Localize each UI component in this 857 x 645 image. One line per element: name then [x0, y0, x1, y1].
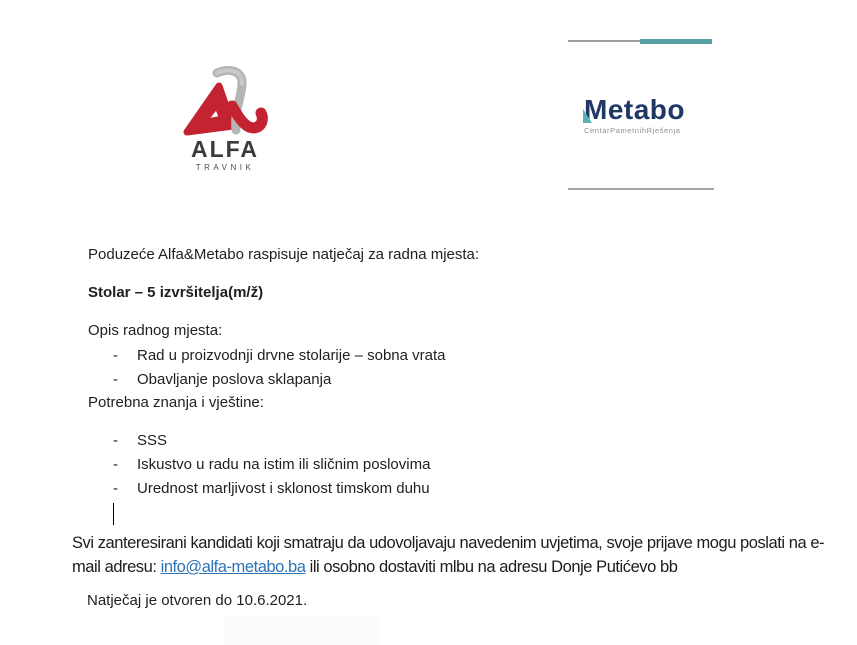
intro-paragraph: Poduzeće Alfa&Metabo raspisuje natječaj za radna mjesta:: [88, 246, 480, 263]
closing-paragraph: [72, 531, 847, 579]
list-item: [113, 432, 167, 450]
bullet-text: Obavljanje poslova sklapanja: [137, 371, 332, 388]
metabo-logo: [584, 96, 724, 135]
bullet-dash: -: [113, 456, 118, 473]
text-cursor: [113, 503, 114, 525]
bullet-text: Iskustvo u radu na istim ili sličnim poslovima: [137, 456, 431, 473]
divider-teal-segment: [640, 39, 712, 44]
list-item: [113, 347, 446, 365]
job-title: Stolar – 5 izvršitelja(m/ž): [88, 284, 264, 301]
bullet-text: Rad u proizvodnji drvne stolarije – sobna vrata: [137, 347, 446, 364]
metabo-bottom-divider: [568, 188, 714, 190]
bullet-dash: -: [113, 480, 118, 497]
bullet-dash: -: [113, 347, 118, 364]
bullet-text: Urednost marljivost i sklonost timskom duhu: [137, 480, 430, 497]
metabo-top-divider: [568, 38, 712, 44]
section2-heading: Potrebna znanja i vještine:: [88, 394, 264, 411]
deadline-text: Natječaj je otvoren do 10.6.2021.: [87, 592, 308, 609]
metabo-logo-text: [584, 96, 724, 124]
alfa-ribbon-icon: [175, 66, 275, 142]
metabo-tagline: CentarPametnihRješenja: [584, 126, 681, 135]
metabo-wedge-icon: [583, 109, 592, 123]
list-item: [113, 371, 331, 389]
alfa-logo-subtitle: TRAVNIK: [195, 163, 255, 172]
list-item: [113, 456, 430, 474]
alfa-logo-text: ALFA: [190, 136, 260, 162]
closing-text-before-link: Svi zanteresirani kandidati koji smatraju da udovoljavaju navedenim uvjetima, svoje prijave mogu poslati na e-mail adresu:: [72, 534, 825, 576]
section1-heading: Opis radnog mjesta:: [88, 322, 223, 339]
bullet-dash: -: [113, 432, 118, 449]
divider-gray-segment: [568, 40, 641, 42]
list-item: [113, 480, 430, 498]
metabo-wordmark: Metabo: [584, 94, 685, 125]
bullet-text: SSS: [137, 432, 168, 449]
email-link[interactable]: info@alfa-metabo.ba: [160, 558, 306, 576]
closing-text-after-link: ili osobno dostaviti mlbu na adresu Donje Putićevo bb: [305, 558, 678, 576]
bullet-dash: -: [113, 371, 118, 388]
alfa-logo: [170, 66, 280, 172]
faint-background-rect: [225, 617, 380, 645]
